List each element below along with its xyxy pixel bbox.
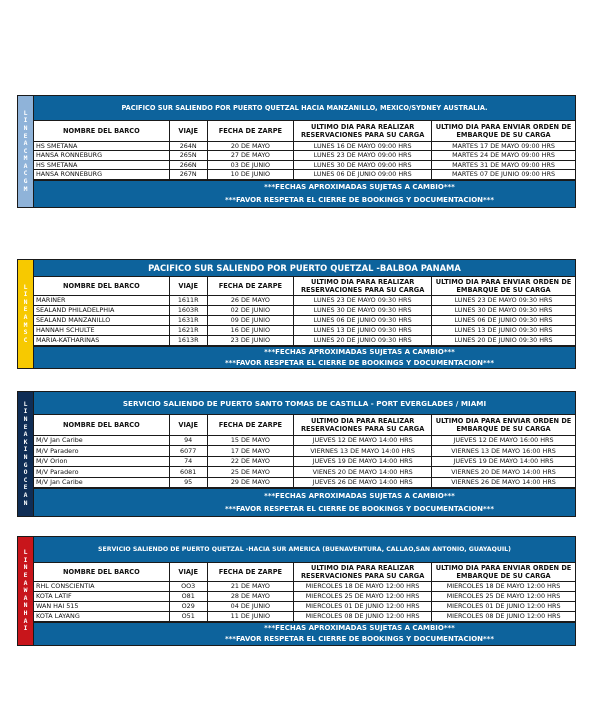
departure-date: 26 DE MAYO <box>207 295 294 305</box>
table-row <box>34 467 575 478</box>
booking-cutoff: MIERCOLES 01 DE JUNIO 12:00 HRS <box>294 601 432 611</box>
notice-dates-subject-to-change: ***FECHAS APROXIMADAS SUJETAS A CAMBIO*** <box>264 491 455 500</box>
shipping-order-cutoff: LUNES 30 DE MAYO 09:30 HRS <box>432 305 575 315</box>
booking-cutoff: JUEVES 19 DE MAYO 14:00 HRS <box>294 456 432 467</box>
column-header-departure: FECHA DE ZARPE <box>207 121 294 141</box>
vessel-name: HS SMETANA <box>34 141 169 151</box>
booking-cutoff: JUEVES 12 DE MAYO 14:00 HRS <box>294 435 432 446</box>
section-content <box>34 392 575 516</box>
shipping-order-cutoff: MIERCOLES 25 DE MAYO 12:00 HRS <box>432 591 575 601</box>
voyage-number: 267N <box>169 170 207 180</box>
booking-cutoff: LUNES 23 DE MAYO 09:00 HRS <box>294 151 432 161</box>
notice-dates-subject-to-change: ***FECHAS APROXIMADAS SUJETAS A CAMBIO*** <box>264 347 455 356</box>
table-row <box>34 611 575 621</box>
departure-date: 20 DE MAYO <box>207 141 294 151</box>
column-header-booking-cutoff: ULTIMO DIA PARA REALIZAR RESERVACIONES PARA SU CARGA <box>294 415 432 435</box>
section-footer <box>34 622 575 646</box>
table-row <box>34 315 575 325</box>
column-header-booking-cutoff: ULTIMO DIA PARA REALIZAR RESERVACIONES PARA SU CARGA <box>294 277 432 295</box>
shipping-order-cutoff: JUEVES 19 DE MAYO 14:00 HRS <box>432 456 575 467</box>
table-row <box>34 335 575 345</box>
voyage-number: 266N <box>169 160 207 170</box>
booking-cutoff: VIENES 20 DE MAYO 14:00 HRS <box>294 467 432 478</box>
notice-respect-cutoff: ***FAVOR RESPETAR EL CIERRE DE BOOKINGS Y DOCUMENTACION*** <box>224 505 495 514</box>
shipping-order-cutoff: MARTES 17 DE MAYO 09:00 HRS <box>432 141 575 151</box>
booking-cutoff: LUNES 20 DE JUNIO 09:30 HRS <box>294 335 432 345</box>
line-label-strip <box>18 260 34 368</box>
shipping-order-cutoff: VIERNES 13 DE MAYO 16:00 HRS <box>432 446 575 457</box>
table-row <box>34 170 575 180</box>
booking-cutoff: LUNES 23 DE MAYO 09:30 HRS <box>294 295 432 305</box>
voyage-number: 1611R <box>169 295 207 305</box>
vessel-name: MARIA-KATHARINAS <box>34 335 169 345</box>
column-header-voyage: VIAJE <box>169 415 207 435</box>
column-header-departure: FECHA DE ZARPE <box>207 415 294 435</box>
section-footer <box>34 488 575 516</box>
shipping-order-cutoff: MARTES 07 DE JUNIO 09:00 HRS <box>432 170 575 180</box>
vessel-name: WAN HAI 515 <box>34 601 169 611</box>
voyage-number: 6077 <box>169 446 207 457</box>
schedule-table <box>34 277 575 346</box>
departure-date: 22 DE MAYO <box>207 456 294 467</box>
booking-cutoff: LUNES 06 DE JUNIO 09:30 HRS <box>294 315 432 325</box>
notice-respect-cutoff: ***FAVOR RESPETAR EL CIERRE DE BOOKINGS Y DOCUMENTACION*** <box>224 358 495 367</box>
shipping-order-cutoff: LUNES 13 DE JUNIO 09:30 HRS <box>432 325 575 335</box>
booking-cutoff: LUNES 06 DE JUNIO 09:00 HRS <box>294 170 432 180</box>
schedule-table <box>34 415 575 488</box>
column-header-departure: FECHA DE ZARPE <box>207 277 294 295</box>
section-content <box>34 537 575 645</box>
departure-date: 16 DE JUNIO <box>207 325 294 335</box>
column-header-vessel: NOMBRE DEL BARCO <box>34 415 169 435</box>
departure-date: 04 DE JUNIO <box>207 601 294 611</box>
line-label: LINEA KING OCEAN <box>23 399 32 507</box>
vessel-name: HANSA RONNEBURG <box>34 151 169 161</box>
shipping-order-cutoff: MARTES 31 DE MAYO 09:00 HRS <box>432 160 575 170</box>
column-header-vessel: NOMBRE DEL BARCO <box>34 121 169 141</box>
schedule-section-linea-king-ocean <box>17 391 576 517</box>
departure-date: 23 DE JUNIO <box>207 335 294 345</box>
schedule-section-linea-msc <box>17 259 576 369</box>
voyage-number: 1603R <box>169 305 207 315</box>
departure-date: 29 DE MAYO <box>207 477 294 488</box>
section-content <box>34 96 575 207</box>
booking-cutoff: MIERCOLES 08 DE JUNIO 12:00 HRS <box>294 611 432 621</box>
voyage-number: 264N <box>169 141 207 151</box>
voyage-number: O29 <box>169 601 207 611</box>
booking-cutoff: JUEVES 26 DE MAYO 14:00 HRS <box>294 477 432 488</box>
column-header-shipping-order-cutoff: ULTIMO DIA PARA ENVIAR ORDEN DE EMBARQUE DE SU CARGA <box>432 121 575 141</box>
booking-cutoff: VIERNES 13 DE MAYO 14:00 HRS <box>294 446 432 457</box>
vessel-name: M/V Jan Caribe <box>34 477 169 488</box>
departure-date: 02 DE JUNIO <box>207 305 294 315</box>
column-header-shipping-order-cutoff: ULTIMO DIA PARA ENVIAR ORDEN DE EMBARQUE DE SU CARGA <box>432 277 575 295</box>
vessel-name: RHL CONSCIENTIA <box>34 581 169 591</box>
column-header-shipping-order-cutoff: ULTIMO DIA PARA ENVIAR ORDEN DE EMBARQUE DE SU CARGA <box>432 415 575 435</box>
notice-dates-subject-to-change: ***FECHAS APROXIMADAS SUJETAS A CAMBIO*** <box>264 183 455 192</box>
table-row <box>34 141 575 151</box>
section-title: SERVICIO SALIENDO DE PUERTO QUETZAL -HACIA SUR AMERICA (BUENAVENTURA, CALLAO,SAN ANTONIO, GUAYAQUIL) <box>34 537 575 563</box>
table-row <box>34 305 575 315</box>
schedule-table <box>34 121 575 180</box>
voyage-number: 94 <box>169 435 207 446</box>
column-header-shipping-order-cutoff: ULTIMO DIA PARA ENVIAR ORDEN DE EMBARQUE DE SU CARGA <box>432 563 575 581</box>
departure-date: 10 DE JUNIO <box>207 170 294 180</box>
shipping-order-cutoff: JUEVES 12 DE MAYO 16:00 HRS <box>432 435 575 446</box>
column-header-voyage: VIAJE <box>169 277 207 295</box>
vessel-name: M/V Jan Caribe <box>34 435 169 446</box>
departure-date: 03 DE JUNIO <box>207 160 294 170</box>
notice-dates-subject-to-change: ***FECHAS APROXIMADAS SUJETAS A CAMBIO*** <box>264 624 455 633</box>
column-header-departure: FECHA DE ZARPE <box>207 563 294 581</box>
section-title: PACIFICO SUR SALIENDO POR PUERTO QUETZAL HACIA MANZANILLO, MEXICO/SYDNEY AUSTRALIA. <box>34 96 575 121</box>
table-row <box>34 601 575 611</box>
booking-cutoff: LUNES 30 DE MAYO 09:00 HRS <box>294 160 432 170</box>
vessel-name: KOTA LAYANG <box>34 611 169 621</box>
section-title: PACIFICO SUR SALIENDO POR PUERTO QUETZAL -BALBOA PANAMA <box>34 260 575 277</box>
booking-cutoff: MIERCOLES 18 DE MAYO 12:00 HRS <box>294 581 432 591</box>
voyage-number: 1613R <box>169 335 207 345</box>
departure-date: 21 DE MAYO <box>207 581 294 591</box>
table-row <box>34 295 575 305</box>
column-header-voyage: VIAJE <box>169 121 207 141</box>
table-row <box>34 581 575 591</box>
vessel-name: MARINER <box>34 295 169 305</box>
vessel-name: SEALAND PHILADELPHIA <box>34 305 169 315</box>
vessel-name: KOTA LATIF <box>34 591 169 601</box>
departure-date: 27 DE MAYO <box>207 151 294 161</box>
voyage-number: O81 <box>169 591 207 601</box>
section-footer <box>34 180 575 208</box>
table-row <box>34 435 575 446</box>
section-footer <box>34 346 575 369</box>
column-header-voyage: VIAJE <box>169 563 207 581</box>
table-row <box>34 591 575 601</box>
section-content <box>34 260 575 368</box>
booking-cutoff: LUNES 30 DE MAYO 09:30 HRS <box>294 305 432 315</box>
line-label: LINEA WAN HAI <box>23 548 32 633</box>
schedule-section-linea-wan-hai <box>17 536 576 646</box>
voyage-number: 74 <box>169 456 207 467</box>
shipping-order-cutoff: MIERCOLES 18 DE MAYO 12:00 HRS <box>432 581 575 591</box>
vessel-name: SEALAND MANZANILLO <box>34 315 169 325</box>
schedule-section-linea-cma-cgm <box>17 95 576 208</box>
column-header-booking-cutoff: ULTIMO DIA PARA REALIZAR RESERVACIONES PARA SU CARGA <box>294 563 432 581</box>
line-label: LINEA CMA CGM <box>23 108 32 193</box>
shipping-order-cutoff: MARTES 24 DE MAYO 09:00 HRS <box>432 151 575 161</box>
table-row <box>34 456 575 467</box>
column-header-booking-cutoff: ULTIMO DIA PARA REALIZAR RESERVACIONES PARA SU CARGA <box>294 121 432 141</box>
vessel-name: M/V Paradero <box>34 467 169 478</box>
column-header-vessel: NOMBRE DEL BARCO <box>34 277 169 295</box>
voyage-number: O51 <box>169 611 207 621</box>
column-header-vessel: NOMBRE DEL BARCO <box>34 563 169 581</box>
shipping-order-cutoff: VIERNES 20 DE MAYO 14:00 HRS <box>432 467 575 478</box>
shipping-order-cutoff: MIERCOLES 01 DE JUNIO 12:00 HRS <box>432 601 575 611</box>
line-label: LINEA MSC <box>23 282 32 344</box>
shipping-order-cutoff: LUNES 20 DE JUNIO 09:30 HRS <box>432 335 575 345</box>
shipping-order-cutoff: MIERCOLES 08 DE JUNIO 12:00 HRS <box>432 611 575 621</box>
table-row <box>34 446 575 457</box>
voyage-number: OO3 <box>169 581 207 591</box>
voyage-number: 1631R <box>169 315 207 325</box>
departure-date: 28 DE MAYO <box>207 591 294 601</box>
departure-date: 17 DE MAYO <box>207 446 294 457</box>
departure-date: 11 DE JUNIO <box>207 611 294 621</box>
section-title: SERVICIO SALIENDO DE PUERTO SANTO TOMAS DE CASTILLA - PORT EVERGLADES / MIAMI <box>34 392 575 415</box>
shipping-order-cutoff: LUNES 06 DE JUNIO 09:30 HRS <box>432 315 575 325</box>
notice-respect-cutoff: ***FAVOR RESPETAR EL CIERRE DE BOOKINGS Y DOCUMENTACION*** <box>224 635 495 644</box>
shipping-order-cutoff: LUNES 23 DE MAYO 09:30 HRS <box>432 295 575 305</box>
vessel-name: HANSA RONNEBURG <box>34 170 169 180</box>
table-row <box>34 477 575 488</box>
voyage-number: 265N <box>169 151 207 161</box>
booking-cutoff: LUNES 13 DE JUNIO 09:30 HRS <box>294 325 432 335</box>
vessel-name: HANNAH SCHULTE <box>34 325 169 335</box>
shipping-order-cutoff: VIERNES 26 DE MAYO 14:00 HRS <box>432 477 575 488</box>
voyage-number: 1621R <box>169 325 207 335</box>
departure-date: 25 DE MAYO <box>207 467 294 478</box>
vessel-name: HS SMETANA <box>34 160 169 170</box>
schedule-table <box>34 563 575 622</box>
booking-cutoff: MIERCOLES 25 DE MAYO 12:00 HRS <box>294 591 432 601</box>
departure-date: 09 DE JUNIO <box>207 315 294 325</box>
vessel-name: M/V Paradero <box>34 446 169 457</box>
line-label-strip <box>18 392 34 516</box>
voyage-number: 6081 <box>169 467 207 478</box>
table-row <box>34 160 575 170</box>
table-row <box>34 151 575 161</box>
line-label-strip <box>18 96 34 207</box>
departure-date: 15 DE MAYO <box>207 435 294 446</box>
voyage-number: 95 <box>169 477 207 488</box>
notice-respect-cutoff: ***FAVOR RESPETAR EL CIERRE DE BOOKINGS Y DOCUMENTACION*** <box>224 196 495 205</box>
vessel-name: M/V Orion <box>34 456 169 467</box>
line-label-strip <box>18 537 34 645</box>
table-row <box>34 325 575 335</box>
booking-cutoff: LUNES 16 DE MAYO 09:00 HRS <box>294 141 432 151</box>
